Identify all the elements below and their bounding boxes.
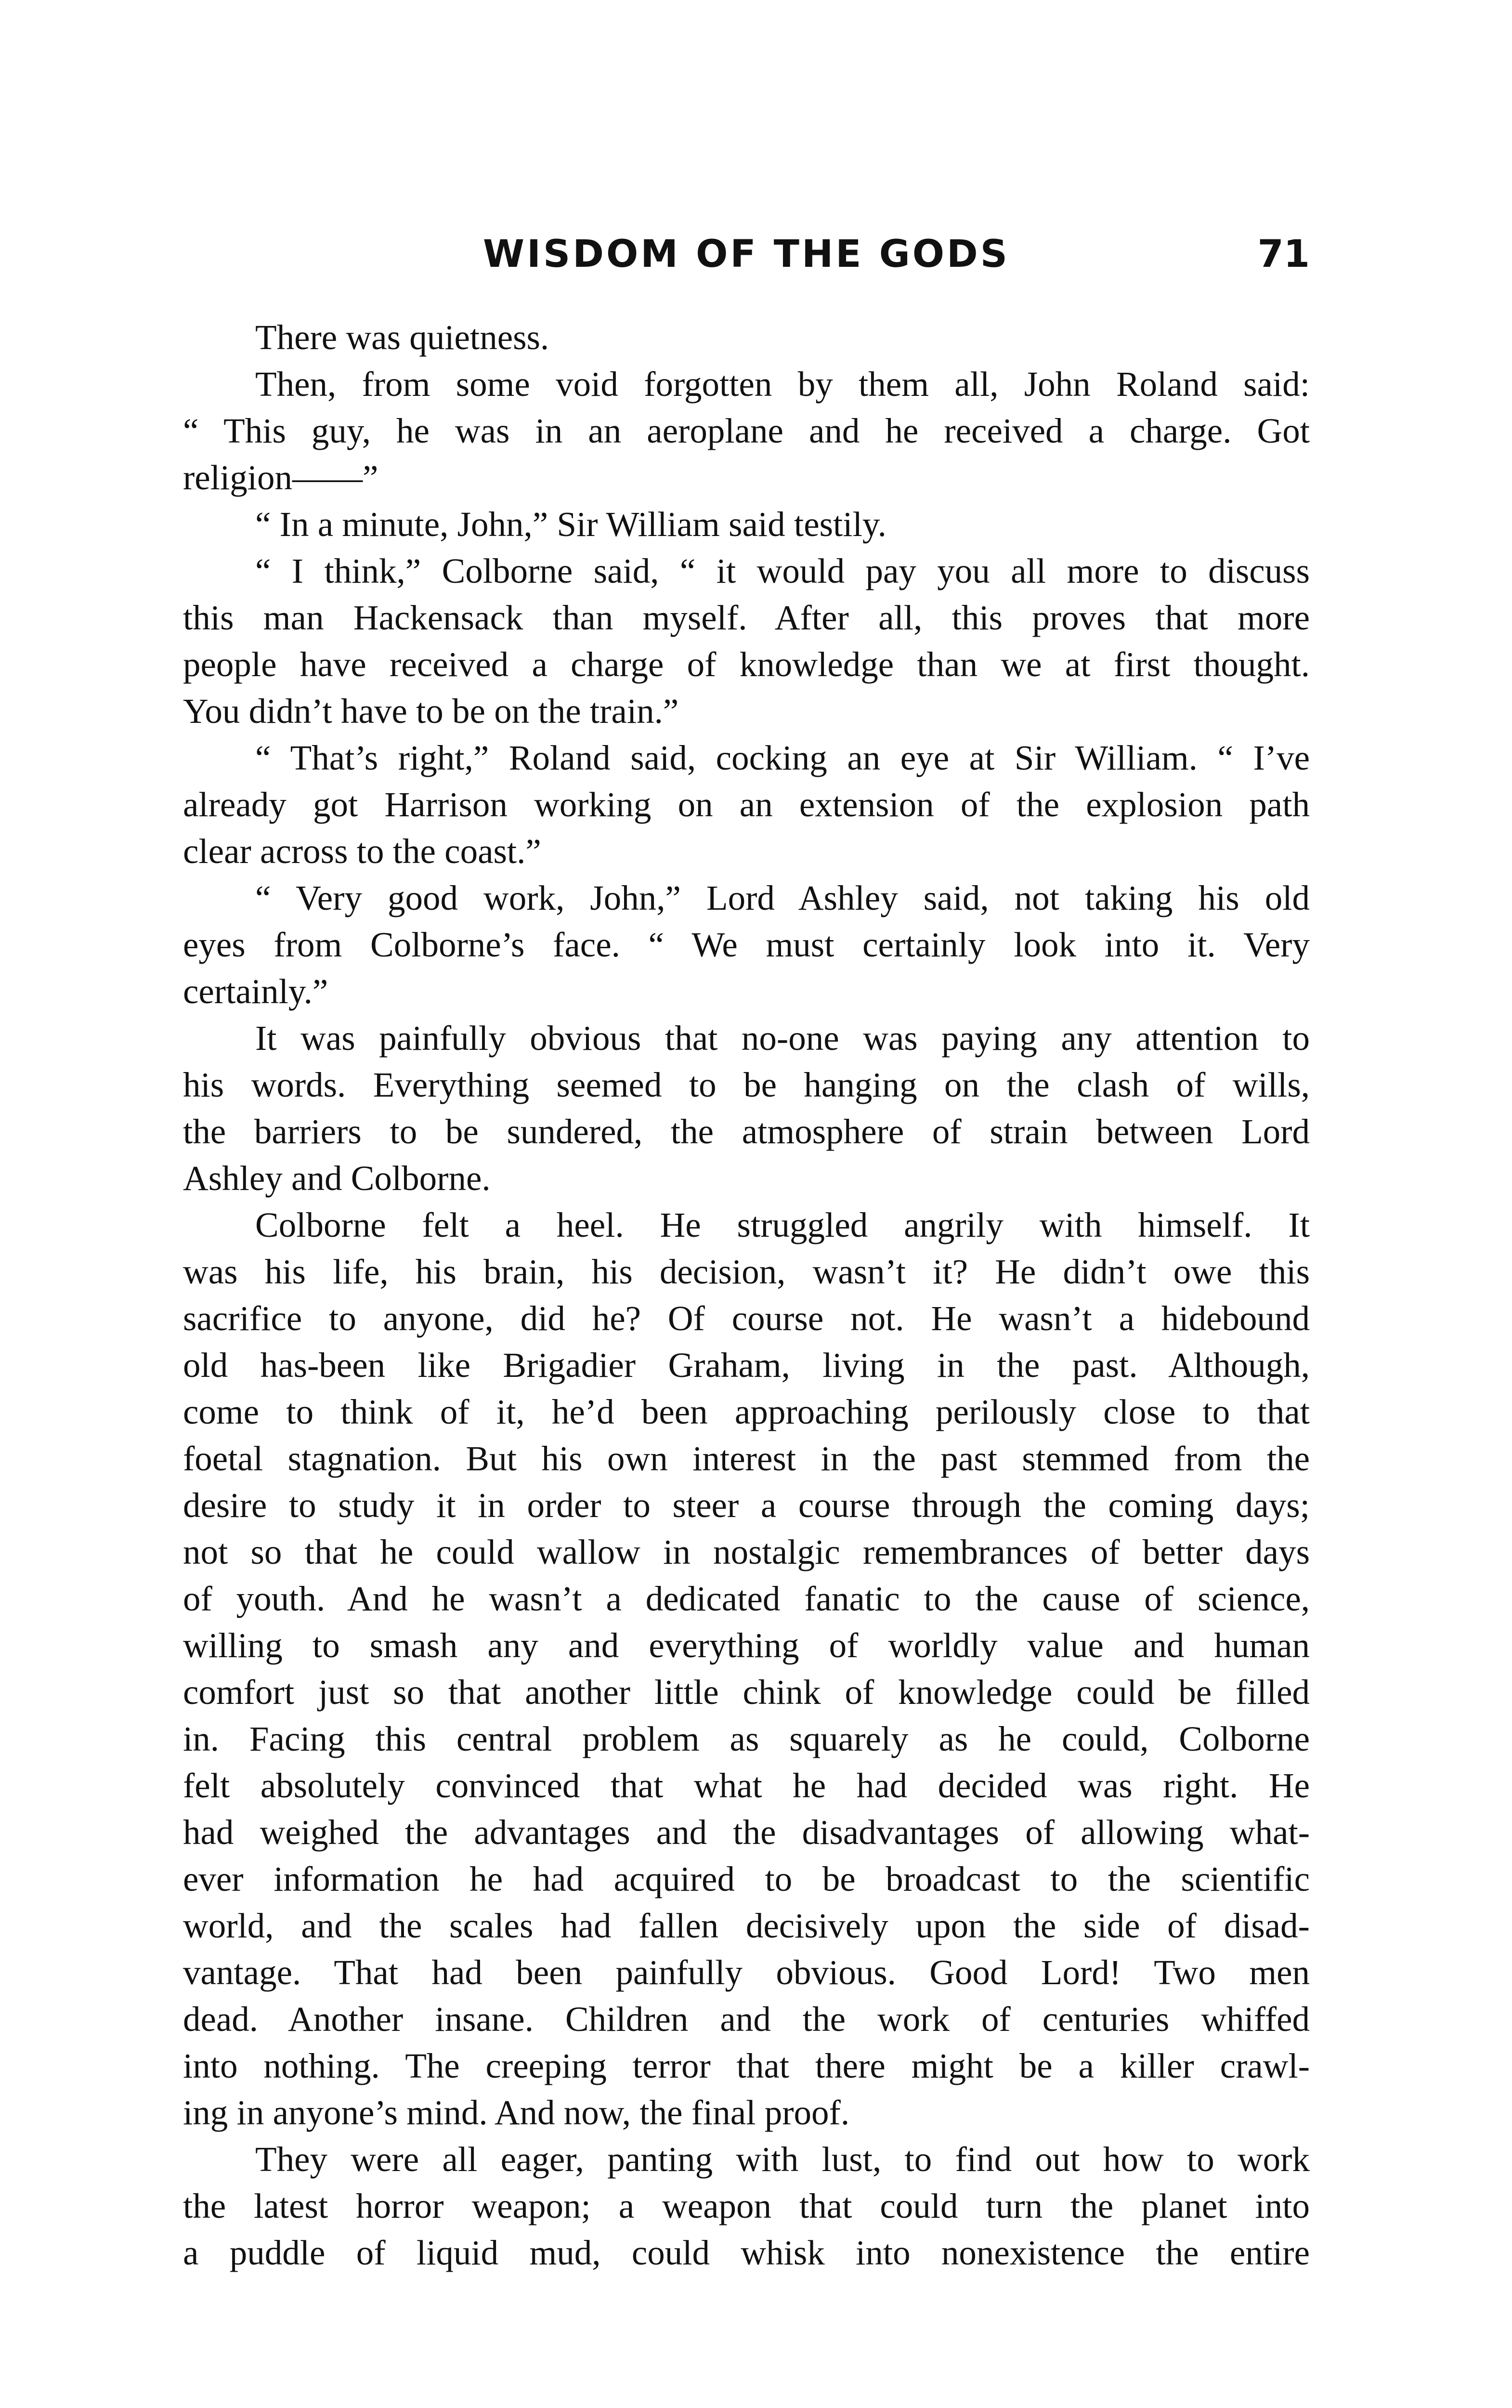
text-line: willing to smash any and everything of worldly value and human: [183, 1626, 1310, 1665]
text-line: “ I think,” Colborne said, “ it would pay you all more to discuss: [255, 551, 1310, 590]
text-line: the latest horror weapon; a weapon that could turn the planet into: [183, 2186, 1310, 2225]
text-line: not so that he could wallow in nostalgic remembrances of better days: [183, 1532, 1310, 1571]
body-text: [183, 314, 1310, 2276]
running-title: WISDOM OF THE GODS: [483, 233, 1010, 276]
text-line: certainly.”: [183, 972, 328, 1011]
text-line: There was quietness.: [255, 318, 549, 357]
text-line: “ That’s right,” Roland said, cocking an eye at Sir William. “ I’ve: [255, 738, 1310, 777]
text-line: dead. Another insane. Children and the work of centuries whiffed: [183, 2000, 1310, 2039]
text-line: ever information he had acquired to be broadcast to the scientific: [183, 1859, 1310, 1898]
text-line: of youth. And he wasn’t a dedicated fanatic to the cause of science,: [183, 1579, 1310, 1618]
text-line: people have received a charge of knowledge than we at first thought.: [183, 645, 1310, 684]
text-line: Colborne felt a heel. He struggled angrily with himself. It: [255, 1205, 1310, 1244]
text-line: had weighed the advantages and the disadvantages of allowing what-: [183, 1813, 1310, 1852]
text-line: felt absolutely convinced that what he had decided was right. He: [183, 1766, 1310, 1805]
text-line: a puddle of liquid mud, could whisk into nonexistence the entire: [183, 2233, 1310, 2272]
text-line: the barriers to be sundered, the atmosphere of strain between Lord: [183, 1112, 1310, 1151]
text-line: already got Harrison working on an extension of the explosion path: [183, 785, 1310, 824]
text-line: old has-been like Brigadier Graham, living in the past. Although,: [183, 1346, 1310, 1385]
text-line: “ This guy, he was in an aeroplane and he received a charge. Got: [183, 411, 1310, 450]
text-line: ing in anyone’s mind. And now, the final proof.: [183, 2093, 850, 2132]
text-line: It was painfully obvious that no-one was paying any attention to: [255, 1019, 1310, 1058]
text-line: come to think of it, he’d been approaching perilously close to that: [183, 1392, 1310, 1431]
text-line: sacrifice to anyone, did he? Of course not. He wasn’t a hidebound: [183, 1299, 1310, 1338]
text-line: “ In a minute, John,” Sir William said testily.: [255, 505, 886, 544]
text-line: “ Very good work, John,” Lord Ashley said, not taking his old: [255, 878, 1310, 917]
text-line: You didn’t have to be on the train.”: [183, 692, 679, 731]
text-line: into nothing. The creeping terror that there might be a killer crawl-: [183, 2046, 1310, 2085]
text-line: foetal stagnation. But his own interest in the past stemmed from the: [183, 1439, 1310, 1478]
text-line: eyes from Colborne’s face. “ We must certainly look into it. Very: [183, 925, 1310, 964]
text-line: vantage. That had been painfully obvious. Good Lord! Two men: [183, 1953, 1310, 1992]
text-line: clear across to the coast.”: [183, 832, 541, 871]
text-line: They were all eager, panting with lust, to find out how to work: [255, 2140, 1310, 2179]
text-line: desire to study it in order to steer a course through the coming days;: [183, 1486, 1310, 1525]
page-number: 71: [1257, 233, 1310, 276]
text-line: was his life, his brain, his decision, wasn’t it? He didn’t owe this: [183, 1252, 1310, 1291]
text-line: Then, from some void forgotten by them all, John Roland said:: [255, 365, 1310, 404]
text-line: religion——”: [183, 458, 378, 497]
text-line: in. Facing this central problem as squarely as he could, Colborne: [183, 1719, 1310, 1758]
text-line: comfort just so that another little chink of knowledge could be filled: [183, 1673, 1310, 1712]
text-line: his words. Everything seemed to be hanging on the clash of wills,: [183, 1065, 1310, 1104]
text-line: Ashley and Colborne.: [183, 1159, 491, 1198]
text-line: this man Hackensack than myself. After all, this proves that more: [183, 598, 1310, 637]
page-header: [183, 225, 1310, 283]
text-line: world, and the scales had fallen decisively upon the side of disad-: [183, 1906, 1310, 1945]
